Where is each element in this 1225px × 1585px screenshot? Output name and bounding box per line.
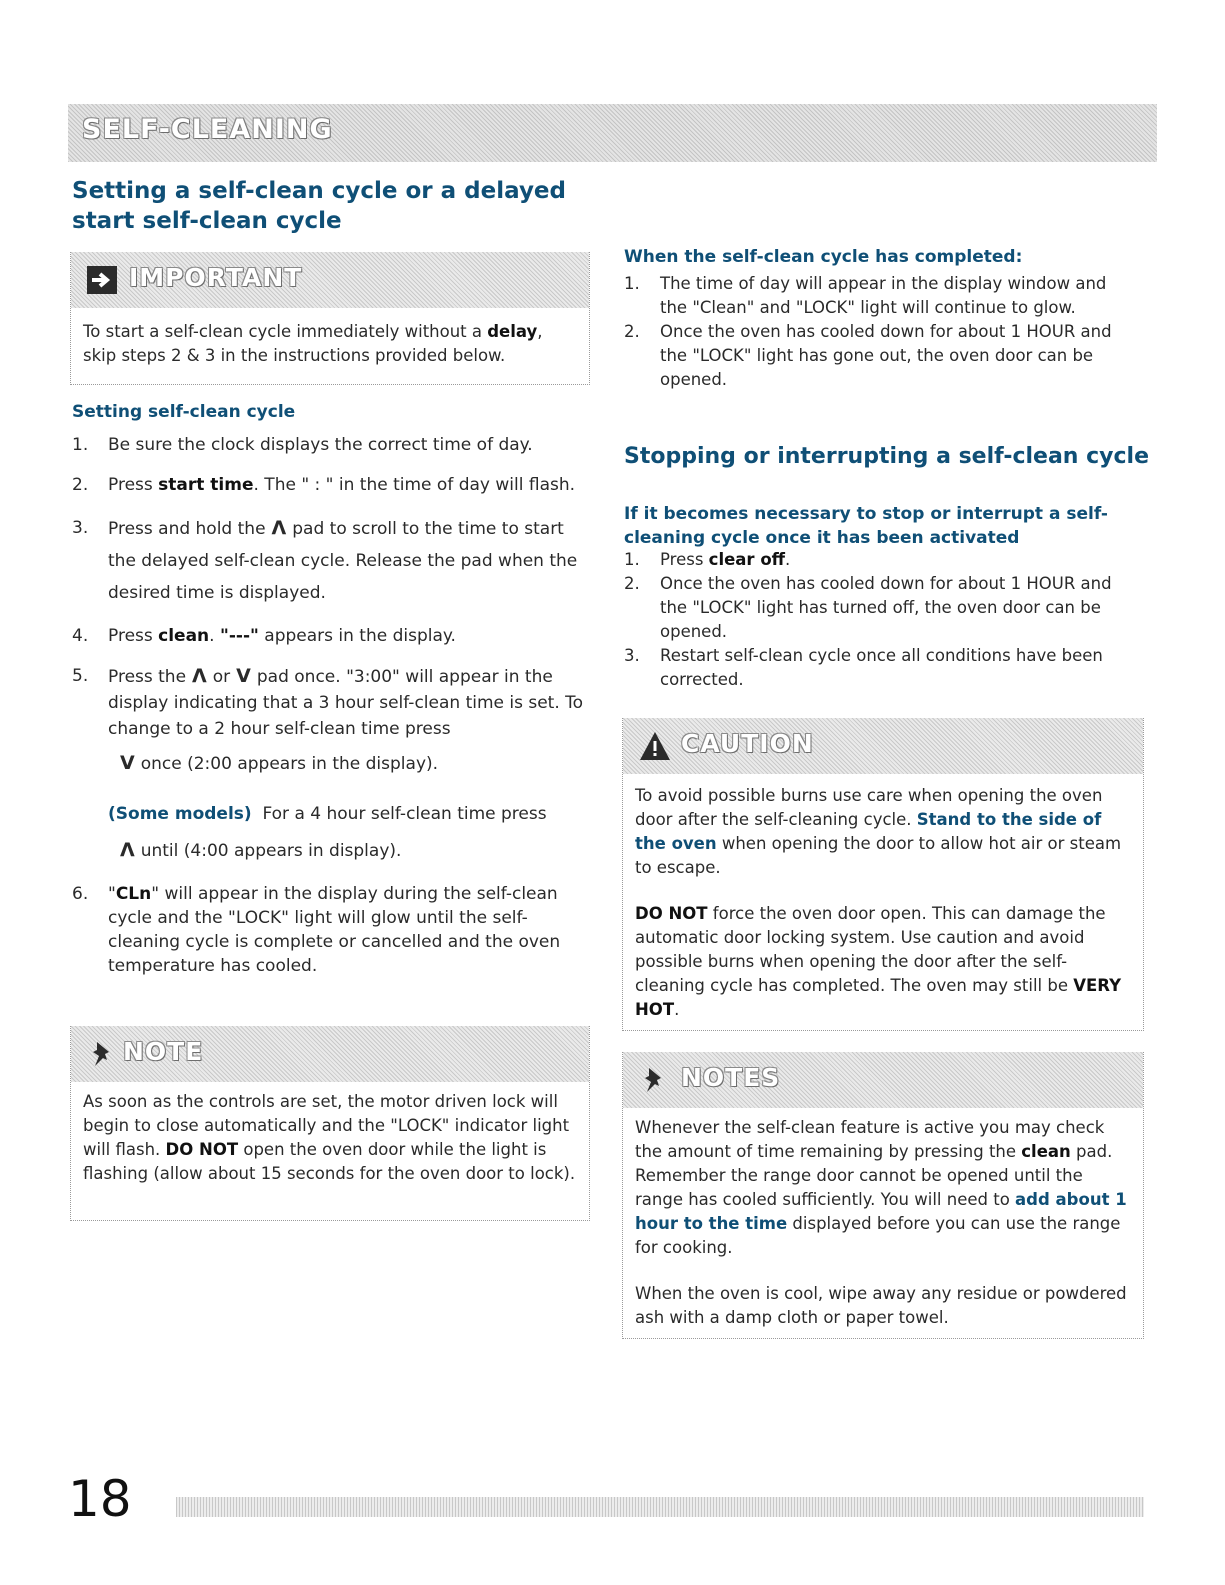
note-bold: DO NOT <box>165 1140 239 1159</box>
important-header <box>71 252 589 308</box>
notes-title: NOTES <box>681 1063 781 1092</box>
notes-body <box>623 1108 1143 1340</box>
setting-step-5-down-text: once (2:00 appears in the display). <box>140 754 439 774</box>
note-title: NOTE <box>123 1037 204 1066</box>
note-text-end: open the oven door while the light is flashing (allow about 15 seconds for the oven door to lock). <box>83 1140 576 1183</box>
pushpin-icon <box>87 1038 119 1070</box>
pushpin-icon <box>639 1064 671 1096</box>
important-title: IMPORTANT <box>129 263 303 292</box>
notes-text: Whenever the self-clean feature is active you may check the amount of time remaining by pressing the <box>635 1118 1105 1161</box>
stopping-step-3: Restart self-clean cycle once all conditions have been corrected. <box>660 646 1103 689</box>
setting-step-5: Press the <box>108 667 187 687</box>
up-arrow-icon: Λ <box>120 839 135 861</box>
caution-paragraph-2 <box>635 902 1131 1022</box>
caution-bold: Stand to the side of the oven <box>635 810 1102 853</box>
note-box <box>70 1026 590 1221</box>
list-item: 1. The time of day will appear in the display window and the "Clean" and "LOCK" light will continue to glow. <box>624 274 1107 317</box>
note-header <box>71 1026 589 1082</box>
warning-icon <box>639 730 671 762</box>
important-bold: delay <box>487 322 538 341</box>
caution-text: To avoid possible burns use care when opening the oven door after the self-cleaning cycle. <box>635 786 1103 829</box>
down-arrow-icon: V <box>236 665 251 687</box>
important-box <box>70 252 590 385</box>
caution-title: CAUTION <box>681 729 814 758</box>
list-item: 1. Press clear off. <box>624 550 791 569</box>
setting-step-6-quote: " <box>108 884 116 904</box>
section-title: SELF-CLEANING <box>82 114 333 145</box>
step-5-models-line <box>108 801 592 827</box>
setting-step-6: " will appear in the display during the self-clean cycle and the "LOCK" light will glow until the self-cleaning cycle is complete or cancelled and the oven temperature has cooled. <box>108 884 561 976</box>
setting-step-4: Press <box>108 626 159 646</box>
start-time-label: start time <box>158 475 254 495</box>
caution-very-hot: VERY HOT <box>635 976 1122 1019</box>
list-item: 4. Press clean. "---" appears in the display. <box>72 626 456 646</box>
caution-paragraph-1 <box>635 784 1131 880</box>
notes-clean: clean <box>1021 1142 1071 1161</box>
step-5-up-line <box>120 837 592 864</box>
caution-body <box>623 774 1143 1032</box>
clean-label: clean <box>158 626 210 646</box>
setting-step-3: Press and hold the <box>108 519 266 539</box>
stopping-subheading: If it becomes necessary to stop or interrupt a self-cleaning cycle once it has been activated <box>624 504 1108 548</box>
setting-step-5-body: pad once. "3:00" will appear in the display indicating that a 3 hour self-clean time is set. To change to a 2 hour self-clean time press <box>108 667 584 739</box>
some-models-label: (Some models) <box>108 804 252 824</box>
dash-display: "---" <box>219 626 259 646</box>
cln-display: CLn <box>115 884 152 904</box>
page-number: 18 <box>68 1470 132 1528</box>
notes-paragraph-2: When the oven is cool, wipe away any residue or powdered ash with a damp cloth or paper towel. <box>635 1284 1127 1327</box>
section-header-band <box>68 104 1157 162</box>
stopping-steps <box>624 548 1134 692</box>
completed-step-1: The time of day will appear in the display window and the "Clean" and "LOCK" light will continue to glow. <box>660 274 1107 317</box>
caution-do-not: DO NOT <box>635 904 708 923</box>
caution-text-2-end: . <box>674 1000 680 1019</box>
arrow-right-icon <box>87 264 119 296</box>
setting-step-1: Be sure the clock displays the correct time of day. <box>108 435 533 455</box>
list-item: 5. Press the Λ or V pad once. "3:00" will appear in the display indicating that a 3 hour self-clean time is set. To change to a 2 hour self-clean time press V once (2:00 appears in the display). (Some models) For a 4 hour self-clean time press Λ until (4:00 appears in display). <box>72 663 592 864</box>
down-arrow-icon: V <box>120 752 135 774</box>
stopping-step-1-end: . <box>785 550 791 569</box>
setting-step-2: Press <box>108 475 159 495</box>
setting-step-2-end: . The " : " in the time of day will flash. <box>253 475 576 495</box>
setting-step-3-end: pad to scroll to the time to start the delayed self-clean cycle. Release the pad when the desired time is displayed. <box>108 519 578 603</box>
notes-header <box>623 1052 1143 1108</box>
setting-step-5-or: or <box>212 667 231 687</box>
note-text: As soon as the controls are set, the motor driven lock will begin to close automatically and the "LOCK" indicator light will flash. <box>83 1092 570 1159</box>
stopping-step-1: Press <box>660 550 709 569</box>
up-arrow-icon: Λ <box>271 517 287 539</box>
completed-heading: When the self-clean cycle has completed: <box>624 247 1023 267</box>
stopping-step-2: Once the oven has cooled down for about 1 HOUR and the "LOCK" light has turned off, the oven door can be opened. <box>660 574 1112 641</box>
clear-off-label: clear off <box>708 550 786 569</box>
list-item: 2. Once the oven has cooled down for about 1 HOUR and the "LOCK" light has turned off, the oven door can be opened. <box>624 574 1112 641</box>
note-body <box>71 1082 589 1196</box>
caution-box <box>622 718 1144 1031</box>
setting-step-5-models-text: For a 4 hour self-clean time press <box>262 804 547 824</box>
setting-step-4-sep: . <box>209 626 220 646</box>
list-item: 1. Be sure the clock displays the correct time of day. <box>72 435 533 455</box>
setting-heading: Setting self-clean cycle <box>72 402 296 422</box>
notes-add-hour: add about 1 hour to the time <box>635 1190 1127 1233</box>
setting-steps <box>72 432 592 978</box>
caution-header <box>623 718 1143 774</box>
footer-bar <box>176 1497 1144 1517</box>
completed-step-2: Once the oven has cooled down for about 1 HOUR and the "LOCK" light has gone out, the oven door can be opened. <box>660 322 1112 389</box>
caution-text-2: force the oven door open. This can damage the automatic door locking system. Use caution and avoid possible burns when opening the door after the self-cleaning cycle has completed. The oven may still be <box>635 904 1106 995</box>
caution-text-end: when opening the door to allow hot air or steam to escape. <box>635 834 1122 877</box>
important-body <box>71 308 589 378</box>
important-text: To start a self-clean cycle immediately without a <box>83 322 488 341</box>
step-5-down-line <box>120 750 592 777</box>
main-heading: Setting a self-clean cycle or a delayed start self-clean cycle <box>72 178 566 234</box>
stopping-heading: Stopping or interrupting a self-clean cycle <box>624 444 1150 469</box>
list-item: 2. Press start time. The " : " in the time of day will flash. <box>72 475 576 495</box>
list-item: 2. Once the oven has cooled down for about 1 HOUR and the "LOCK" light has gone out, the oven door can be opened. <box>624 322 1112 389</box>
list-item: 3. Restart self-clean cycle once all conditions have been corrected. <box>624 646 1103 689</box>
list-item: 3. Press and hold the Λ pad to scroll to the time to start the delayed self-clean cycle. Release the pad when the desired time is displayed. <box>72 517 578 603</box>
notes-paragraph-1 <box>635 1116 1131 1260</box>
notes-text-mid: pad. Remember the range door cannot be opened until the range has cooled sufficiently. You will need to <box>635 1142 1113 1209</box>
notes-text-end: displayed before you can use the range for cooking. <box>635 1214 1121 1257</box>
notes-box <box>622 1052 1144 1339</box>
setting-step-4-end: appears in the display. <box>258 626 456 646</box>
up-arrow-icon: Λ <box>192 665 207 687</box>
setting-step-5-up-text: until (4:00 appears in display). <box>140 841 402 861</box>
important-text-end: , skip steps 2 & 3 in the instructions provided below. <box>83 322 543 365</box>
list-item: 6. "CLn" will appear in the display during the self-clean cycle and the "LOCK" light will glow until the self-cleaning cycle is complete or cancelled and the oven temperature has cooled. <box>72 884 561 976</box>
completed-steps <box>624 272 1134 392</box>
